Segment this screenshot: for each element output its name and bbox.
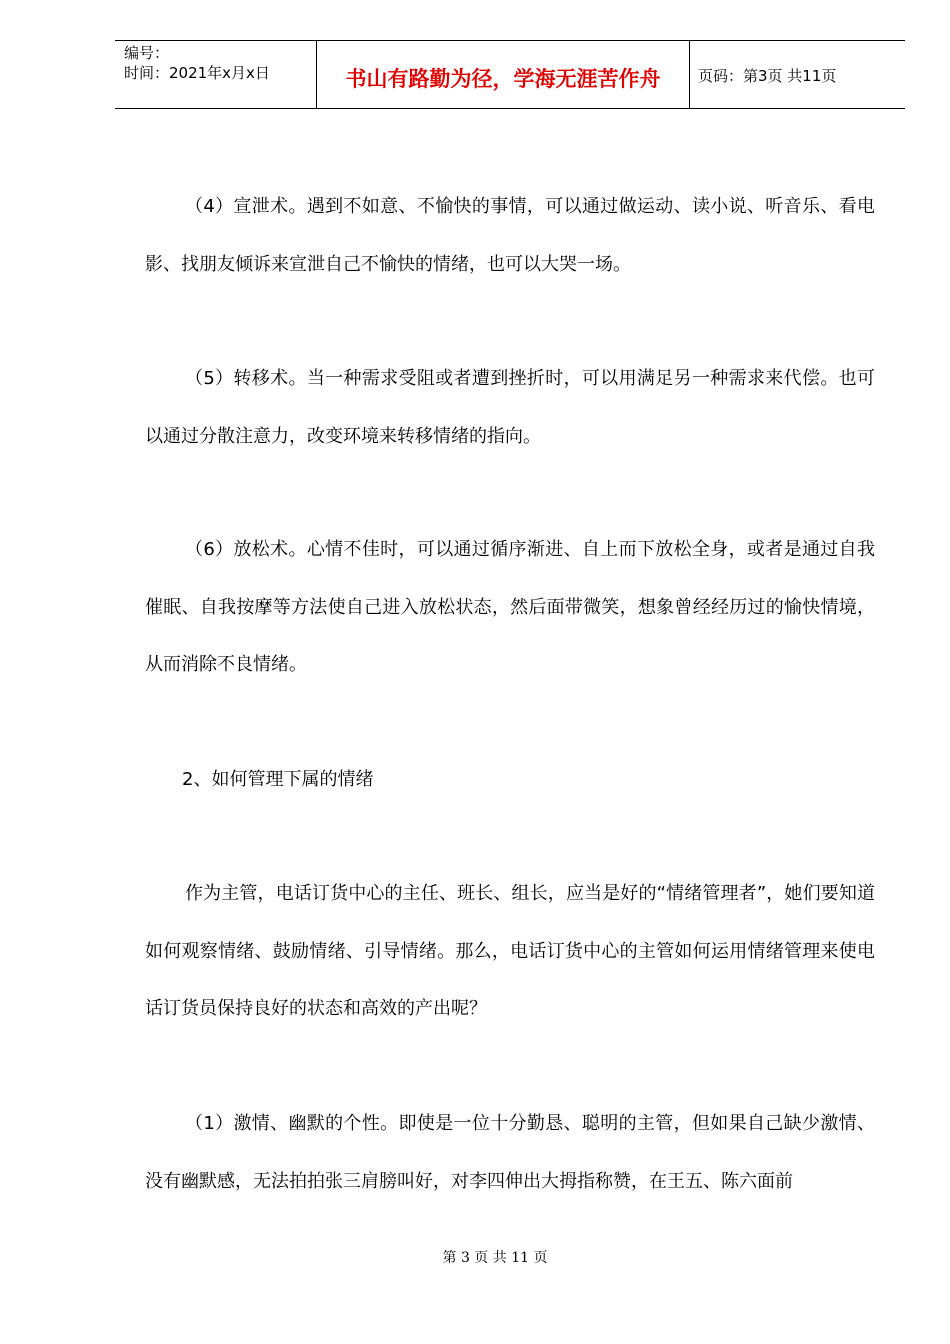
paragraph-intro: 作为主管，电话订货中心的主任、班长、组长，应当是好的“情绪管理者”，她们要知道如何观察情绪、鼓励情绪、引导情绪。那么，电话订货中心的主管如何运用情绪管理来使电话订货员保持良好的状态和高效的产出呢？ (145, 883, 875, 1019)
paragraph-venting: （4）宣泄术。遇到不如意、不愉快的事情，可以通过做运动、读小说、听音乐、看电影、找朋友倾诉来宣泄自己不愉快的情绪，也可以大哭一场。 (145, 196, 875, 275)
time-label: 时间：2021年x月x日 (124, 64, 270, 82)
header-page-info: 页码：第3页 共11页 (698, 67, 837, 85)
motto: 书山有路勤为径，学海无涯苦作舟 (345, 67, 661, 91)
header-page-cell (689, 41, 905, 108)
paragraph-diversion: （5）转移术。当一种需求受阻或者遭到挫折时，可以用满足另一种需求来代偿。也可以通过分散注意力，改变环境来转移情绪的指向。 (145, 368, 875, 447)
section-heading: 2、如何管理下属的情绪 (182, 769, 374, 790)
header-motto-cell (316, 41, 690, 108)
header-meta-cell (115, 41, 315, 108)
page-footer: 第 3 页 共 11 页 (442, 1250, 548, 1266)
serial-label: 编号： (124, 44, 170, 62)
page-header (115, 40, 905, 109)
paragraph-relaxation: （6）放松术。心情不佳时，可以通过循序渐进、自上而下放松全身，或者是通过自我催眠、自我按摩等方法使自己进入放松状态，然后面带微笑，想象曾经经历过的愉快情境，从而消除不良情绪。 (145, 539, 875, 675)
paragraph-passion-humor: （1）激情、幽默的个性。即使是一位十分勤恳、聪明的主管，但如果自己缺少激情、没有幽默感，无法拍拍张三肩膀叫好，对李四伸出大拇指称赞，在王五、陈六面前 (145, 1113, 875, 1192)
